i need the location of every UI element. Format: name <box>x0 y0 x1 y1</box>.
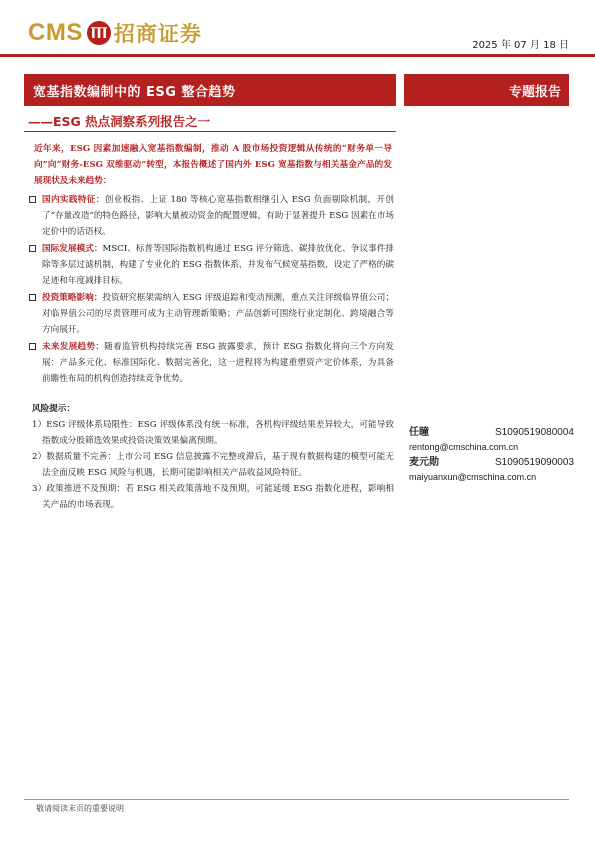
footer-divider <box>24 799 569 800</box>
cms-logo-badge-icon <box>87 21 111 45</box>
page-header <box>0 0 595 62</box>
company-logo <box>28 16 202 50</box>
key-point-item <box>28 241 394 289</box>
analyst-cert-number: S1090519080004 <box>495 427 574 438</box>
key-point-item <box>28 290 394 338</box>
key-point-lead: 投资策略影响： <box>42 293 103 303</box>
risk-item: 1）ESG 评级体系局限性：ESG 评级体系没有统一标准，各机构评级结果差异较大，可能导致指数成分股筛选效果或投资决策效果偏离预期。 <box>32 420 394 446</box>
key-point-lead: 国内实践特征： <box>42 195 105 205</box>
logo-chinese-text: 招商证券 <box>113 22 202 46</box>
checkbox-square-icon <box>29 343 36 350</box>
checkbox-square-icon <box>29 196 36 203</box>
key-point-item <box>28 192 394 240</box>
analyst-email: rentong@cmschina.com.cn <box>409 442 519 452</box>
intro-paragraph: 近年来，ESG 因素加速融入宽基指数编制，推动 A 股市场投资逻辑从传统的“财务单一导向”向“财务-ESG 双维驱动”转型，本报告概述了国内外 ESG 宽基指数与相关基金产品的发展现状及未来趋势： <box>34 144 392 186</box>
key-point-lead: 未来发展趋势： <box>42 342 105 352</box>
analyst-row <box>409 455 574 470</box>
footer-disclaimer: 敬请阅读末页的重要说明 <box>36 804 124 813</box>
risk-item: 3）政策推进不及预期：若 ESG 相关政策落地不及预期，可能延缓 ESG 指数化进程，影响相关产品的市场表现。 <box>32 484 394 510</box>
analyst-cert-number: S1090519090003 <box>495 457 574 468</box>
analyst-panel <box>409 425 574 485</box>
logo-latin-text: CMS <box>28 19 83 46</box>
key-point-item <box>28 339 394 387</box>
key-point-text: 创业板指、上证 180 等核心宽基指数相继引入 ESG 负面剔除机制，开创了“存量改造”的特色路径，影响大量被动资金的配置逻辑，有助于显著提升 ESG 因素在市场定价中的话语权。 <box>42 195 394 237</box>
checkbox-square-icon <box>29 245 36 252</box>
report-type-banner <box>404 74 569 106</box>
report-date: 2025 年 07 月 18 日 <box>472 40 569 51</box>
header-divider <box>0 54 595 57</box>
analyst-row <box>409 425 574 440</box>
key-point-text: 随着监管机构持续完善 ESG 披露要求，预计 ESG 指数化将向三个方向发展：产品多元化、标准国际化、数据完善化，这一进程将为构建重塑资产定价体系，为具备前瞻性布局的机构创造持续竞争优势。 <box>42 342 394 384</box>
analyst-name: 任瞳 <box>409 427 429 438</box>
risk-warning-title: 风险提示： <box>32 404 75 414</box>
risk-item: 2）数据质量不完善：上市公司 ESG 信息披露不完整或滞后，基于现有数据构建的模型可能无法全面反映 ESG 风险与机遇，长期可能影响相关产品收益风险特征。 <box>32 452 394 478</box>
report-title: 宽基指数编制中的 ESG 整合趋势 <box>33 85 236 100</box>
key-point-text: MSCI、标普等国际指数机构通过 ESG 评分筛选、碳排放优化、争议事件排除等多层过滤机制，构建了专业化的 ESG 指数体系，并发布气候宽基指数，设定了严格的碳足迹和年度减排目标。 <box>42 244 394 286</box>
analyst-email: maiyuanxun@cmschina.com.cn <box>409 472 537 482</box>
risk-warning-section <box>32 401 394 513</box>
key-points-list <box>28 192 394 388</box>
report-type-label: 专题报告 <box>508 85 561 100</box>
title-banner <box>24 74 396 106</box>
report-subtitle: ——ESG 热点洞察系列报告之一 <box>28 114 211 129</box>
checkbox-square-icon <box>29 294 36 301</box>
analyst-name: 麦元勋 <box>409 457 439 468</box>
key-point-lead: 国际发展模式： <box>42 244 103 254</box>
subtitle-divider <box>24 131 396 132</box>
key-point-text: 投资研究框架需纳入 ESG 评级追踪和变动预测，重点关注评级临界值公司；对临界值公司的尽责管理可成为主动管理新策略；产品创新可围绕行业定制化、跨境融合等方向展开。 <box>42 293 394 335</box>
